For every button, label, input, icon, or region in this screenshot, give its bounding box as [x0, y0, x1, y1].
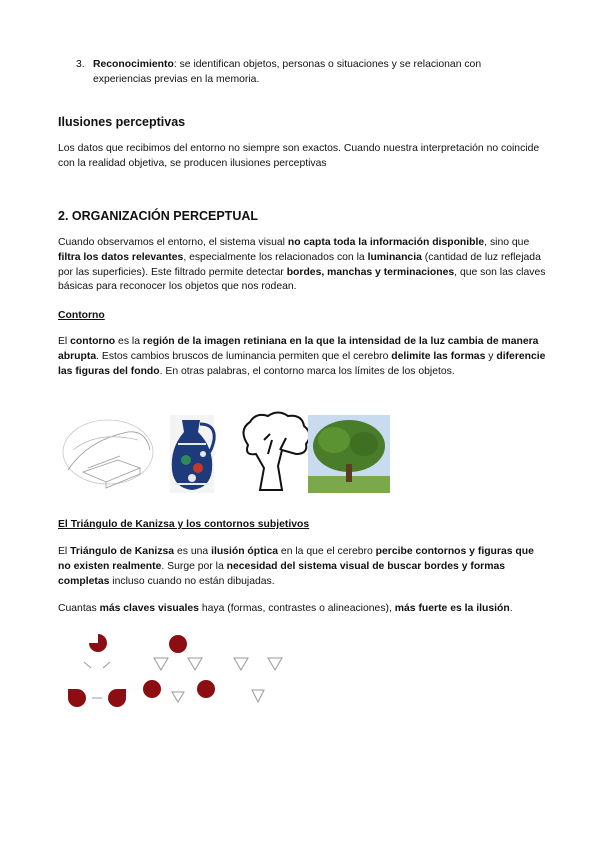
list-bold: Reconocimiento — [93, 59, 174, 70]
section-illusions-paragraph: Los datos que recibimos del entorno no siempre son exactos. Cuando nuestra interpretación no coincide con la realidad objetiva, se producen ilusiones perceptivas — [58, 143, 540, 169]
kanizsa-illustration — [58, 632, 298, 707]
list-number: 3. — [76, 59, 85, 70]
contour-images — [58, 410, 398, 495]
section-kanizsa-paragraph: El Triángulo de Kanizsa es una ilusión óptica en la que el cerebro percibe contornos y figuras que no existen realmente. Surge por la necesidad del sistema visual de buscar bordes y formas completas incluso cuando no están dibujadas. — [58, 546, 534, 587]
sketch-image — [63, 420, 153, 488]
section-contour-paragraph: El contorno es la región de la imagen retiniana en la que la intensidad de la luz cambia de manera abrupta. Estos cambios bruscos de luminancia permiten que el cerebro delimite las formas y diferencie las figuras del fondo. En otras palabras, el contorno marca los límites de los objetos. — [58, 336, 546, 377]
jug-image — [170, 415, 214, 493]
kanizsa-figure-pacmen — [68, 634, 126, 707]
section-kanizsa-heading: El Triángulo de Kanizsa y los contornos subjetivos — [58, 519, 310, 530]
kanizsa-figure-lines — [234, 658, 282, 702]
section-organization-heading: 2. ORGANIZACIÓN PERCEPTUAL — [58, 209, 259, 223]
kanizsa-figure-circles — [143, 635, 215, 702]
contour-image-row — [58, 410, 398, 495]
tree-photo-image — [308, 415, 390, 493]
tree-outline-image — [243, 413, 309, 491]
section-illusions-heading: Ilusiones perceptivas — [58, 115, 186, 129]
kanizsa-figures — [58, 632, 298, 707]
section-organization-paragraph: Cuando observamos el entorno, el sistema visual no capta toda la información disponible, sino que filtra los datos relevantes, especialmente los relacionados con la luminancia (cantidad de luz reflejada por las superficies). Este filtrado permite detectar bordes, manchas y terminaciones, que son las claves básicas para reconocer los objetos que nos rodean. — [58, 237, 546, 293]
section-contour-heading: Contorno — [58, 310, 105, 321]
list-text: Reconocimiento: se identifican objetos, personas o situaciones y se relacionan con experiencias previas en la memoria. — [93, 59, 482, 85]
section-kanizsa-cues-paragraph: Cuantas más claves visuales haya (formas, contrastes o alineaciones), más fuerte es la ilusión. — [58, 603, 513, 614]
